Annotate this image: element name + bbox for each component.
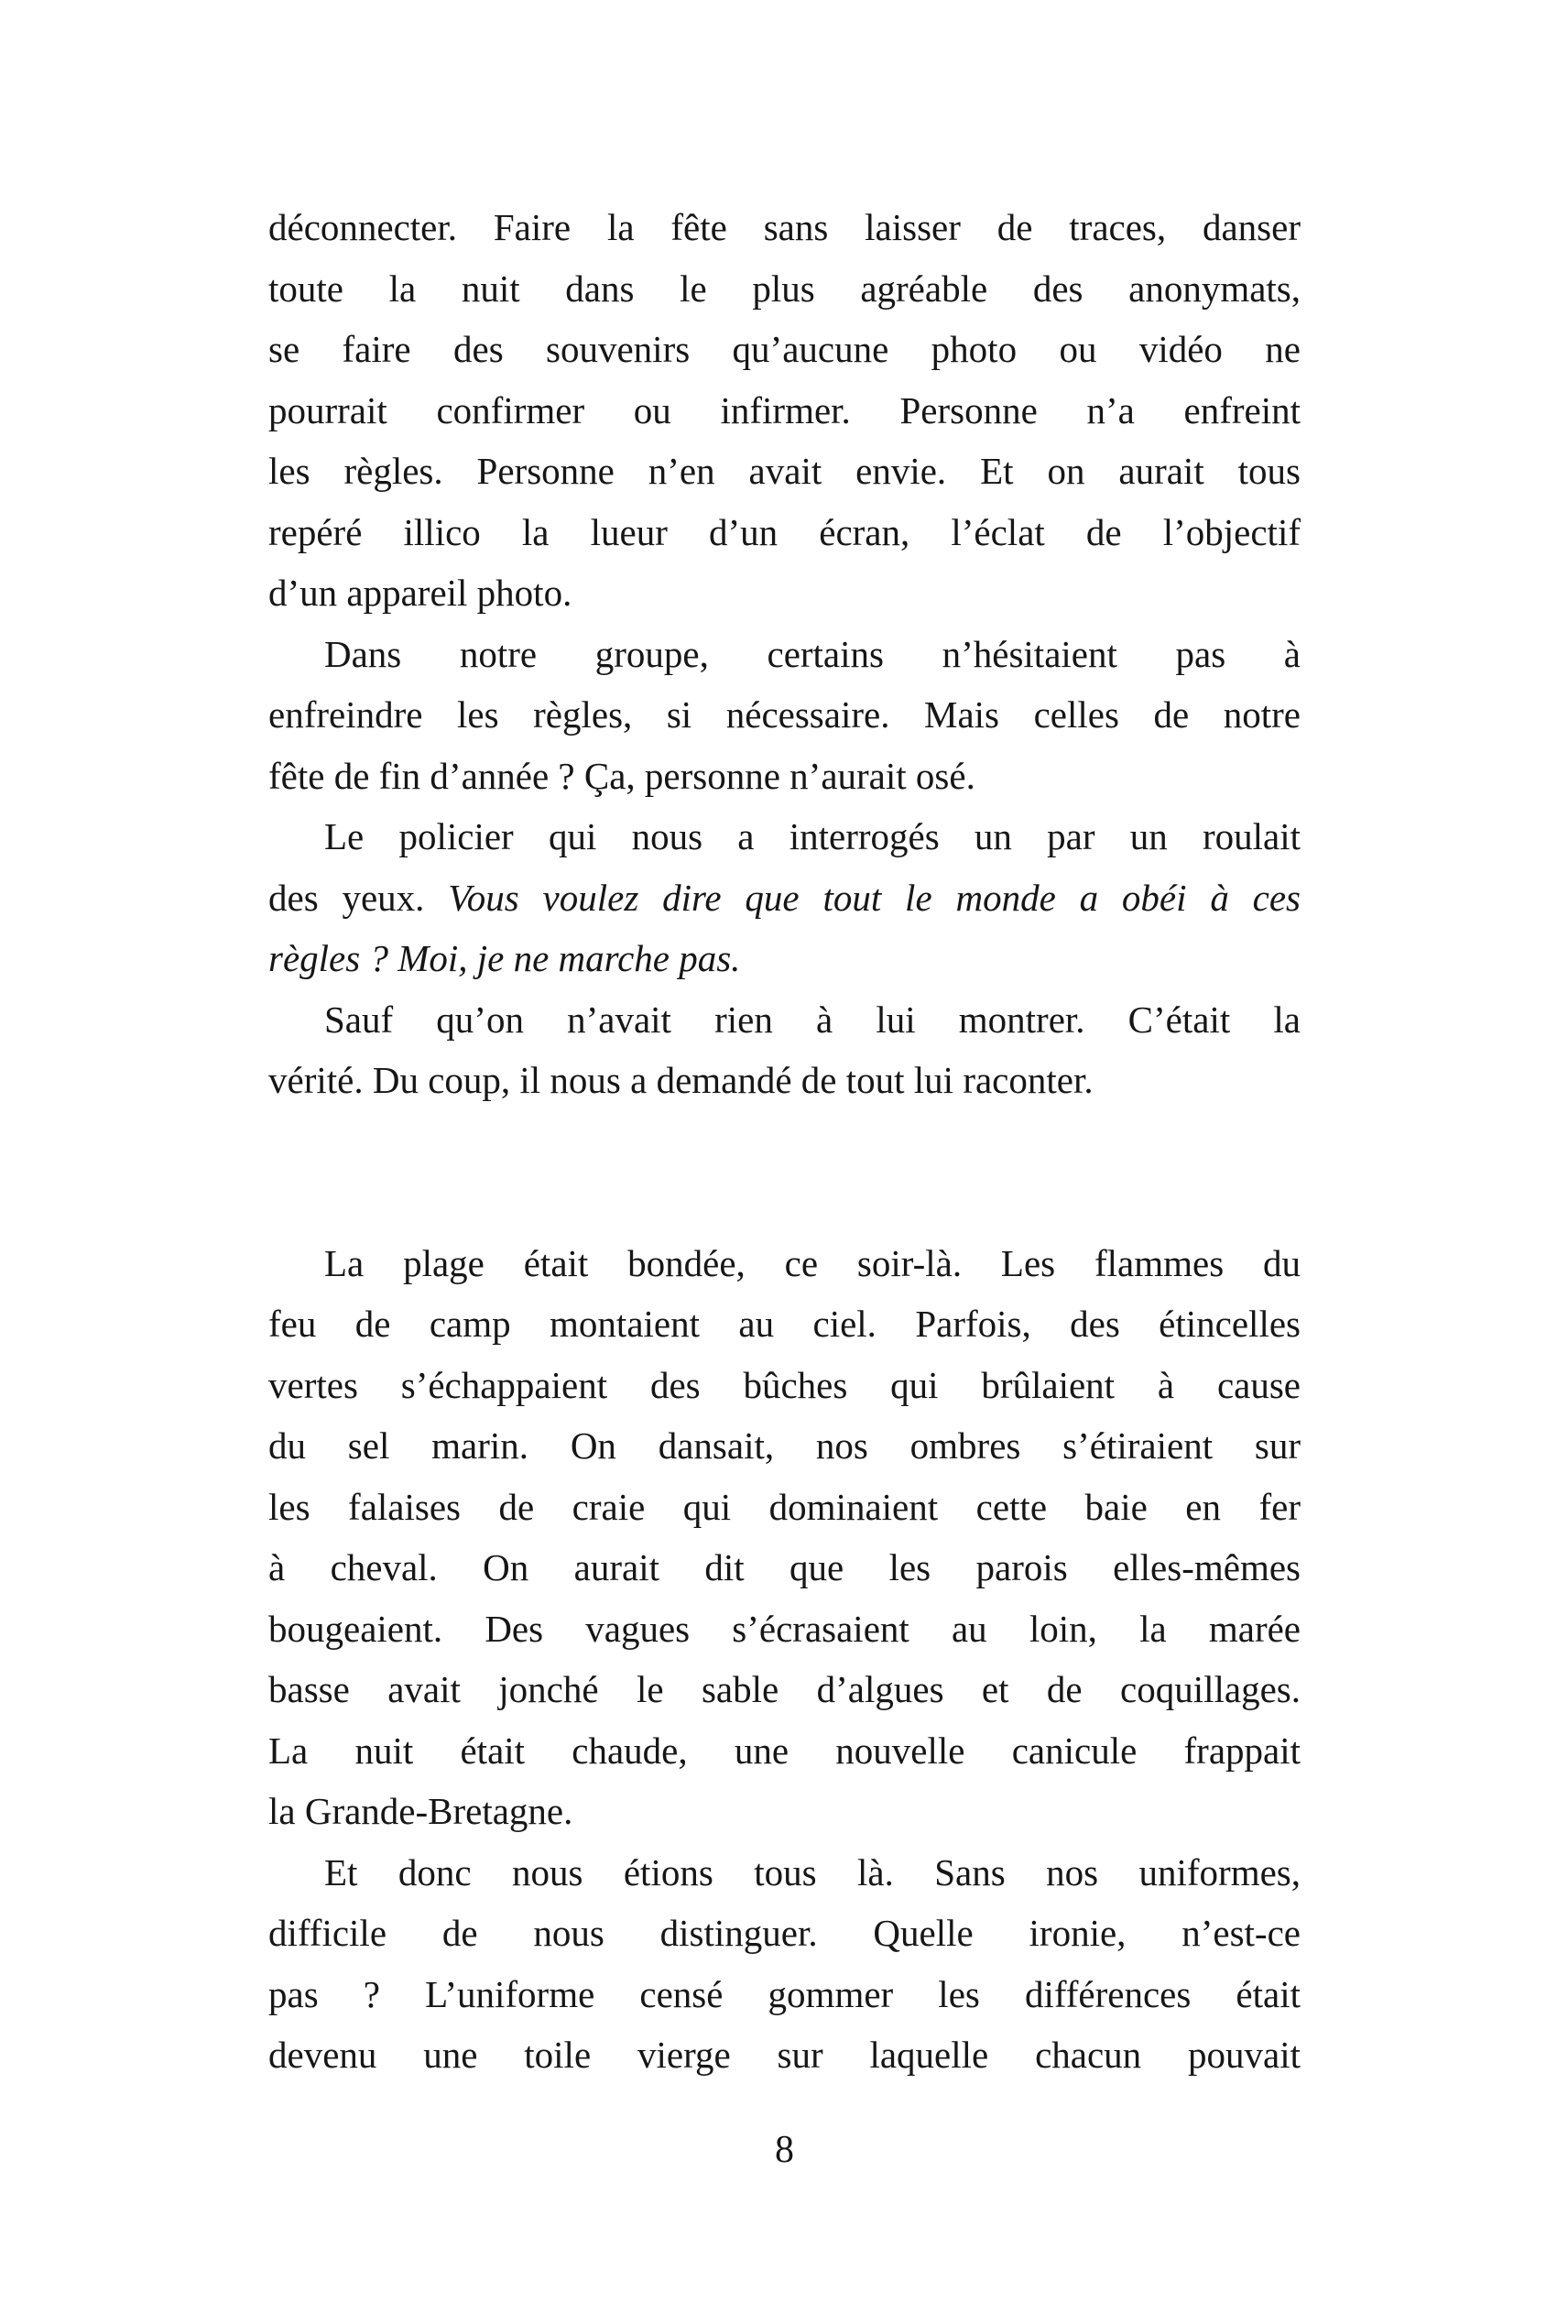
text-segment: feu de camp montaient au ciel. Parfois, des étincelles <box>268 1303 1301 1345</box>
text-line <box>268 746 1301 807</box>
text-line <box>268 684 1301 746</box>
text-line <box>268 1477 1301 1538</box>
text-segment: basse avait jonché le sable d’algues et de coquillages. <box>268 1668 1301 1710</box>
text-line <box>268 1964 1301 2025</box>
text-segment: les règles. Personne n’en avait envie. Et on aurait tous <box>268 450 1301 492</box>
text-segment: vérité. Du coup, il nous a demandé de tout lui raconter. <box>268 1059 1094 1101</box>
page-text <box>268 197 1301 2086</box>
text-segment: Le policier qui nous a interrogés un par un roulait <box>324 815 1301 857</box>
text-segment-italic: règles ? Moi, je ne marche pas. <box>268 937 741 979</box>
text-segment: des yeux. <box>268 876 449 919</box>
text-line <box>268 2024 1301 2086</box>
text-line <box>268 319 1301 380</box>
text-line <box>268 441 1301 502</box>
text-segment: La nuit était chaude, une nouvelle canicule frappait <box>268 1729 1301 1772</box>
text-line <box>268 380 1301 442</box>
text-segment: La plage était bondée, ce soir-là. Les flammes du <box>324 1241 1301 1284</box>
text-segment: Et donc nous étions tous là. Sans nos uniformes, <box>324 1850 1301 1893</box>
text-segment: Dans notre groupe, certains n’hésitaient pas à <box>324 632 1301 675</box>
text-line <box>268 1537 1301 1598</box>
text-segment: à cheval. On aurait dit que les parois elles-mêmes <box>268 1546 1301 1588</box>
text-line <box>268 989 1301 1051</box>
paragraph <box>268 624 1301 807</box>
text-segment: bougeaient. Des vagues s’écrasaient au loin, la marée <box>268 1607 1301 1650</box>
text-line <box>268 258 1301 320</box>
text-segment: déconnecter. Faire la fête sans laisser de traces, danser <box>268 206 1301 248</box>
text-segment: d’un appareil photo. <box>268 572 572 614</box>
text-segment: Sauf qu’on n’avait rien à lui montrer. C’était la <box>324 998 1301 1041</box>
text-line <box>268 1415 1301 1477</box>
text-line <box>268 1903 1301 1964</box>
text-line <box>268 562 1301 624</box>
text-line <box>268 1842 1301 1904</box>
text-line <box>268 624 1301 685</box>
text-segment: pas ? L’uniforme censé gommer les différences était <box>268 1972 1301 2015</box>
paragraph <box>268 806 1301 989</box>
text-segment-italic: Vous voulez dire que tout le monde a obéi à ces <box>448 876 1301 919</box>
text-segment: enfreindre les règles, si nécessaire. Mais celles de notre <box>268 693 1301 736</box>
text-segment: les falaises de craie qui dominaient cette baie en fer <box>268 1485 1301 1528</box>
text-line <box>268 502 1301 563</box>
text-line <box>268 1659 1301 1720</box>
text-line <box>268 1293 1301 1355</box>
paragraph <box>268 197 1301 624</box>
text-segment: devenu une toile vierge sur laquelle chacun pouvait <box>268 2034 1301 2076</box>
paragraph <box>268 1842 1301 2086</box>
text-segment: du sel marin. On dansait, nos ombres s’étiraient sur <box>268 1424 1301 1467</box>
text-segment: fête de fin d’année ? Ça, personne n’aurait osé. <box>268 754 975 797</box>
text-line <box>268 1050 1301 1111</box>
text-segment: toute la nuit dans le plus agréable des anonymats, <box>268 267 1301 310</box>
text-line <box>268 928 1301 989</box>
page-number: 8 <box>775 2129 794 2171</box>
text-segment: repéré illico la lueur d’un écran, l’éclat de l’objectif <box>268 510 1301 553</box>
text-segment: vertes s’échappaient des bûches qui brûlaient à cause <box>268 1363 1301 1406</box>
text-segment: se faire des souvenirs qu’aucune photo ou vidéo ne <box>268 328 1301 370</box>
paragraph <box>268 1233 1301 1842</box>
text-line <box>268 1781 1301 1842</box>
text-line <box>268 1233 1301 1294</box>
text-line <box>268 1720 1301 1782</box>
text-line <box>268 1598 1301 1660</box>
text-segment: la Grande-Bretagne. <box>268 1790 573 1832</box>
text-line <box>268 806 1301 867</box>
text-segment: pourrait confirmer ou infirmer. Personne n’a enfreint <box>268 388 1301 431</box>
text-line <box>268 1355 1301 1416</box>
text-line <box>268 867 1301 929</box>
paragraph <box>268 989 1301 1111</box>
text-line <box>268 197 1301 258</box>
text-segment: difficile de nous distinguer. Quelle ironie, n’est-ce <box>268 1912 1301 1954</box>
